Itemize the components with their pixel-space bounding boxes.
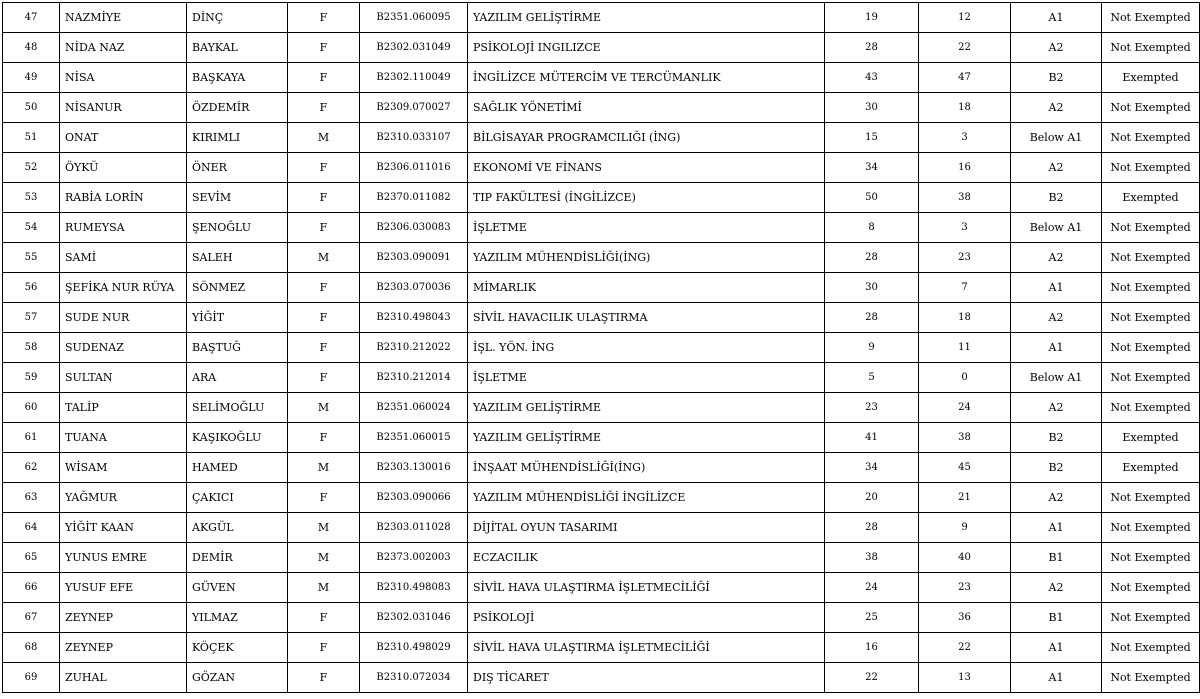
program-cell: TIP FAKÜLTESİ (İNGİLİZCE) <box>468 183 825 213</box>
level-cell: A1 <box>1011 663 1102 693</box>
table-row <box>3 273 1200 303</box>
table-row <box>3 513 1200 543</box>
row-number: 49 <box>3 63 60 93</box>
level-cell: A1 <box>1011 3 1102 33</box>
gender-cell: F <box>288 633 360 663</box>
student-code-cell: B2351.060095 <box>360 3 468 33</box>
level-cell: Below A1 <box>1011 213 1102 243</box>
score-2-cell: 36 <box>919 603 1011 633</box>
table-row <box>3 153 1200 183</box>
student-code-cell: B2306.030083 <box>360 213 468 243</box>
score-1-cell: 34 <box>825 453 919 483</box>
table-row <box>3 63 1200 93</box>
exemption-status-cell: Not Exempted <box>1102 573 1200 603</box>
level-cell: A2 <box>1011 153 1102 183</box>
row-number: 58 <box>3 333 60 363</box>
program-cell: YAZILIM MÜHENDİSLİĞİ(İNG) <box>468 243 825 273</box>
score-2-cell: 24 <box>919 393 1011 423</box>
table-row <box>3 633 1200 663</box>
last-name-cell: SALEH <box>187 243 288 273</box>
student-code-cell: B2302.031049 <box>360 33 468 63</box>
score-1-cell: 15 <box>825 123 919 153</box>
table-body <box>3 3 1200 693</box>
first-name-cell: RABİA LORİN <box>60 183 187 213</box>
exemption-status-cell: Not Exempted <box>1102 513 1200 543</box>
table-row <box>3 33 1200 63</box>
gender-cell: M <box>288 513 360 543</box>
gender-cell: M <box>288 573 360 603</box>
score-1-cell: 43 <box>825 63 919 93</box>
program-cell: YAZILIM GELİŞTİRME <box>468 423 825 453</box>
level-cell: B1 <box>1011 603 1102 633</box>
score-1-cell: 23 <box>825 393 919 423</box>
exemption-status-cell: Not Exempted <box>1102 603 1200 633</box>
student-code-cell: B2310.498043 <box>360 303 468 333</box>
level-cell: B1 <box>1011 543 1102 573</box>
score-2-cell: 18 <box>919 93 1011 123</box>
row-number: 63 <box>3 483 60 513</box>
first-name-cell: YUNUS EMRE <box>60 543 187 573</box>
student-code-cell: B2309.070027 <box>360 93 468 123</box>
last-name-cell: DİNÇ <box>187 3 288 33</box>
first-name-cell: NAZMİYE <box>60 3 187 33</box>
table-row <box>3 573 1200 603</box>
first-name-cell: SUDE NUR <box>60 303 187 333</box>
score-2-cell: 11 <box>919 333 1011 363</box>
exemption-status-cell: Exempted <box>1102 453 1200 483</box>
score-2-cell: 3 <box>919 213 1011 243</box>
student-code-cell: B2351.060015 <box>360 423 468 453</box>
score-1-cell: 30 <box>825 93 919 123</box>
gender-cell: F <box>288 423 360 453</box>
row-number: 65 <box>3 543 60 573</box>
first-name-cell: NİSANUR <box>60 93 187 123</box>
gender-cell: F <box>288 3 360 33</box>
program-cell: EKONOMİ VE FİNANS <box>468 153 825 183</box>
score-2-cell: 40 <box>919 543 1011 573</box>
last-name-cell: ARA <box>187 363 288 393</box>
score-1-cell: 28 <box>825 243 919 273</box>
exemption-status-cell: Exempted <box>1102 183 1200 213</box>
first-name-cell: SUDENAZ <box>60 333 187 363</box>
gender-cell: F <box>288 213 360 243</box>
program-cell: YAZILIM MÜHENDİSLİĞİ İNGİLİZCE <box>468 483 825 513</box>
row-number: 66 <box>3 573 60 603</box>
last-name-cell: BAYKAL <box>187 33 288 63</box>
exemption-status-cell: Not Exempted <box>1102 543 1200 573</box>
gender-cell: M <box>288 123 360 153</box>
score-2-cell: 7 <box>919 273 1011 303</box>
score-2-cell: 9 <box>919 513 1011 543</box>
last-name-cell: ÖNER <box>187 153 288 183</box>
student-code-cell: B2351.060024 <box>360 393 468 423</box>
score-1-cell: 28 <box>825 33 919 63</box>
last-name-cell: BAŞTUĞ <box>187 333 288 363</box>
program-cell: SAĞLIK YÖNETİMİ <box>468 93 825 123</box>
score-1-cell: 9 <box>825 333 919 363</box>
table-row <box>3 243 1200 273</box>
gender-cell: F <box>288 33 360 63</box>
first-name-cell: ZEYNEP <box>60 603 187 633</box>
table-row <box>3 663 1200 693</box>
first-name-cell: NİDA NAZ <box>60 33 187 63</box>
score-2-cell: 18 <box>919 303 1011 333</box>
gender-cell: F <box>288 663 360 693</box>
student-results-table <box>2 2 1200 693</box>
last-name-cell: YILMAZ <box>187 603 288 633</box>
table-row <box>3 603 1200 633</box>
row-number: 64 <box>3 513 60 543</box>
score-2-cell: 22 <box>919 633 1011 663</box>
score-1-cell: 38 <box>825 543 919 573</box>
level-cell: A1 <box>1011 273 1102 303</box>
score-2-cell: 23 <box>919 573 1011 603</box>
row-number: 59 <box>3 363 60 393</box>
last-name-cell: ÖZDEMİR <box>187 93 288 123</box>
gender-cell: F <box>288 93 360 123</box>
last-name-cell: SELİMOĞLU <box>187 393 288 423</box>
exemption-status-cell: Not Exempted <box>1102 243 1200 273</box>
score-2-cell: 23 <box>919 243 1011 273</box>
last-name-cell: KÖÇEK <box>187 633 288 663</box>
last-name-cell: HAMED <box>187 453 288 483</box>
gender-cell: F <box>288 303 360 333</box>
student-code-cell: B2303.090066 <box>360 483 468 513</box>
first-name-cell: YİĞİT KAAN <box>60 513 187 543</box>
row-number: 51 <box>3 123 60 153</box>
score-1-cell: 16 <box>825 633 919 663</box>
level-cell: B2 <box>1011 63 1102 93</box>
score-1-cell: 41 <box>825 423 919 453</box>
row-number: 52 <box>3 153 60 183</box>
first-name-cell: ZUHAL <box>60 663 187 693</box>
first-name-cell: ŞEFİKA NUR RÜYA <box>60 273 187 303</box>
program-cell: DİJİTAL OYUN TASARIMI <box>468 513 825 543</box>
last-name-cell: GÖZAN <box>187 663 288 693</box>
row-number: 57 <box>3 303 60 333</box>
program-cell: SİVİL HAVACILIK ULAŞTIRMA <box>468 303 825 333</box>
gender-cell: F <box>288 183 360 213</box>
student-code-cell: B2310.072034 <box>360 663 468 693</box>
row-number: 55 <box>3 243 60 273</box>
row-number: 67 <box>3 603 60 633</box>
exemption-status-cell: Not Exempted <box>1102 93 1200 123</box>
student-code-cell: B2310.033107 <box>360 123 468 153</box>
score-1-cell: 25 <box>825 603 919 633</box>
row-number: 50 <box>3 93 60 123</box>
student-code-cell: B2303.011028 <box>360 513 468 543</box>
student-code-cell: B2310.212022 <box>360 333 468 363</box>
table-row <box>3 123 1200 153</box>
student-code-cell: B2302.031046 <box>360 603 468 633</box>
table-row <box>3 423 1200 453</box>
first-name-cell: TALİP <box>60 393 187 423</box>
last-name-cell: AKGÜL <box>187 513 288 543</box>
score-2-cell: 12 <box>919 3 1011 33</box>
level-cell: A2 <box>1011 93 1102 123</box>
row-number: 53 <box>3 183 60 213</box>
last-name-cell: ŞENOĞLU <box>187 213 288 243</box>
program-cell: YAZILIM GELİŞTİRME <box>468 3 825 33</box>
program-cell: DIŞ TİCARET <box>468 663 825 693</box>
last-name-cell: SÖNMEZ <box>187 273 288 303</box>
row-number: 48 <box>3 33 60 63</box>
level-cell: A1 <box>1011 633 1102 663</box>
score-1-cell: 8 <box>825 213 919 243</box>
level-cell: A1 <box>1011 333 1102 363</box>
exemption-status-cell: Not Exempted <box>1102 393 1200 423</box>
row-number: 61 <box>3 423 60 453</box>
program-cell: YAZILIM GELİŞTİRME <box>468 393 825 423</box>
first-name-cell: TUANA <box>60 423 187 453</box>
score-2-cell: 13 <box>919 663 1011 693</box>
first-name-cell: NİSA <box>60 63 187 93</box>
level-cell: B2 <box>1011 453 1102 483</box>
program-cell: İŞL. YÖN. İNG <box>468 333 825 363</box>
table-row <box>3 93 1200 123</box>
table-row <box>3 333 1200 363</box>
first-name-cell: RUMEYSA <box>60 213 187 243</box>
row-number: 56 <box>3 273 60 303</box>
exemption-status-cell: Not Exempted <box>1102 633 1200 663</box>
student-code-cell: B2303.090091 <box>360 243 468 273</box>
exemption-status-cell: Exempted <box>1102 63 1200 93</box>
table-row <box>3 213 1200 243</box>
student-code-cell: B2373.002003 <box>360 543 468 573</box>
exemption-status-cell: Not Exempted <box>1102 213 1200 243</box>
row-number: 69 <box>3 663 60 693</box>
score-2-cell: 47 <box>919 63 1011 93</box>
first-name-cell: ÖYKÜ <box>60 153 187 183</box>
table-row <box>3 453 1200 483</box>
gender-cell: F <box>288 363 360 393</box>
exemption-status-cell: Not Exempted <box>1102 273 1200 303</box>
score-1-cell: 22 <box>825 663 919 693</box>
gender-cell: F <box>288 273 360 303</box>
last-name-cell: KIRIMLI <box>187 123 288 153</box>
first-name-cell: ONAT <box>60 123 187 153</box>
student-code-cell: B2306.011016 <box>360 153 468 183</box>
exemption-status-cell: Not Exempted <box>1102 33 1200 63</box>
exemption-status-cell: Not Exempted <box>1102 3 1200 33</box>
program-cell: İŞLETME <box>468 363 825 393</box>
program-cell: ECZACILIK <box>468 543 825 573</box>
student-code-cell: B2303.070036 <box>360 273 468 303</box>
program-cell: İNGİLİZCE MÜTERCİM VE TERCÜMANLIK <box>468 63 825 93</box>
student-code-cell: B2310.498083 <box>360 573 468 603</box>
gender-cell: M <box>288 243 360 273</box>
last-name-cell: KAŞIKOĞLU <box>187 423 288 453</box>
student-code-cell: B2370.011082 <box>360 183 468 213</box>
student-code-cell: B2302.110049 <box>360 63 468 93</box>
program-cell: PSİKOLOJİ <box>468 603 825 633</box>
student-code-cell: B2310.212014 <box>360 363 468 393</box>
level-cell: B2 <box>1011 423 1102 453</box>
table-row <box>3 363 1200 393</box>
exemption-status-cell: Exempted <box>1102 423 1200 453</box>
program-cell: PSİKOLOJİ INGILIZCE <box>468 33 825 63</box>
row-number: 47 <box>3 3 60 33</box>
level-cell: Below A1 <box>1011 363 1102 393</box>
level-cell: A2 <box>1011 243 1102 273</box>
score-1-cell: 20 <box>825 483 919 513</box>
first-name-cell: SULTAN <box>60 363 187 393</box>
last-name-cell: YİĞİT <box>187 303 288 333</box>
score-2-cell: 22 <box>919 33 1011 63</box>
gender-cell: F <box>288 63 360 93</box>
level-cell: A2 <box>1011 573 1102 603</box>
score-2-cell: 45 <box>919 453 1011 483</box>
program-cell: SİVİL HAVA ULAŞTIRMA İŞLETMECİLİĞİ <box>468 573 825 603</box>
row-number: 60 <box>3 393 60 423</box>
score-2-cell: 16 <box>919 153 1011 183</box>
level-cell: A2 <box>1011 303 1102 333</box>
first-name-cell: SAMİ <box>60 243 187 273</box>
score-1-cell: 30 <box>825 273 919 303</box>
exemption-status-cell: Not Exempted <box>1102 663 1200 693</box>
gender-cell: M <box>288 393 360 423</box>
row-number: 68 <box>3 633 60 663</box>
first-name-cell: WİSAM <box>60 453 187 483</box>
program-cell: MİMARLIK <box>468 273 825 303</box>
level-cell: Below A1 <box>1011 123 1102 153</box>
first-name-cell: YUSUF EFE <box>60 573 187 603</box>
student-code-cell: B2303.130016 <box>360 453 468 483</box>
first-name-cell: YAĞMUR <box>60 483 187 513</box>
gender-cell: F <box>288 603 360 633</box>
gender-cell: F <box>288 483 360 513</box>
last-name-cell: SEVİM <box>187 183 288 213</box>
table-row <box>3 303 1200 333</box>
student-code-cell: B2310.498029 <box>360 633 468 663</box>
score-2-cell: 38 <box>919 183 1011 213</box>
exemption-status-cell: Not Exempted <box>1102 303 1200 333</box>
score-2-cell: 0 <box>919 363 1011 393</box>
score-1-cell: 5 <box>825 363 919 393</box>
level-cell: A2 <box>1011 33 1102 63</box>
score-2-cell: 3 <box>919 123 1011 153</box>
gender-cell: F <box>288 153 360 183</box>
table-row <box>3 543 1200 573</box>
exemption-status-cell: Not Exempted <box>1102 483 1200 513</box>
exemption-status-cell: Not Exempted <box>1102 153 1200 183</box>
first-name-cell: ZEYNEP <box>60 633 187 663</box>
table-row <box>3 183 1200 213</box>
row-number: 54 <box>3 213 60 243</box>
gender-cell: M <box>288 543 360 573</box>
program-cell: SİVİL HAVA ULAŞTIRMA İŞLETMECİLİĞİ <box>468 633 825 663</box>
last-name-cell: DEMİR <box>187 543 288 573</box>
last-name-cell: BAŞKAYA <box>187 63 288 93</box>
score-1-cell: 28 <box>825 303 919 333</box>
score-1-cell: 34 <box>825 153 919 183</box>
exemption-status-cell: Not Exempted <box>1102 333 1200 363</box>
last-name-cell: ÇAKICI <box>187 483 288 513</box>
exemption-status-cell: Not Exempted <box>1102 363 1200 393</box>
score-1-cell: 19 <box>825 3 919 33</box>
score-2-cell: 21 <box>919 483 1011 513</box>
score-1-cell: 24 <box>825 573 919 603</box>
program-cell: İNŞAAT MÜHENDİSLİĞİ(İNG) <box>468 453 825 483</box>
program-cell: İŞLETME <box>468 213 825 243</box>
gender-cell: M <box>288 453 360 483</box>
level-cell: A2 <box>1011 483 1102 513</box>
level-cell: A1 <box>1011 513 1102 543</box>
table-row <box>3 483 1200 513</box>
level-cell: B2 <box>1011 183 1102 213</box>
row-number: 62 <box>3 453 60 483</box>
gender-cell: F <box>288 333 360 363</box>
score-1-cell: 50 <box>825 183 919 213</box>
table-row <box>3 393 1200 423</box>
score-2-cell: 38 <box>919 423 1011 453</box>
level-cell: A2 <box>1011 393 1102 423</box>
score-1-cell: 28 <box>825 513 919 543</box>
table-row <box>3 3 1200 33</box>
exemption-status-cell: Not Exempted <box>1102 123 1200 153</box>
last-name-cell: GÜVEN <box>187 573 288 603</box>
program-cell: BİLGİSAYAR PROGRAMCILIĞI (İNG) <box>468 123 825 153</box>
